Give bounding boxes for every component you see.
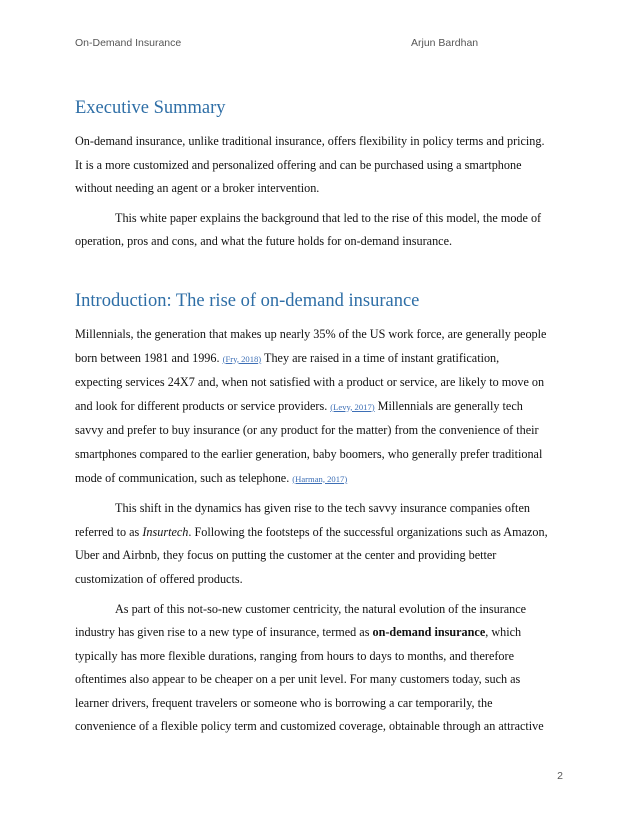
bold-on-demand-insurance: on-demand insurance [372, 625, 486, 640]
text-line: Millennials, the generation that makes up nearly 35% of the US work force, are generally people [75, 326, 547, 341]
text-span: They are raised in a time of instant gratification, [264, 350, 500, 365]
text-line: This shift in the dynamics has given rise to the tech savvy insurance companies often [115, 501, 530, 516]
text-span: mode of communication, such as telephone. [75, 470, 290, 485]
text-span: and look for different products or service providers. [75, 398, 328, 413]
text-line: convenience of a flexible policy term and customized coverage, obtainable through an attractive [75, 719, 544, 734]
citation-link-fry-2018[interactable]: (Fry, 2018) [222, 353, 262, 364]
text-line: oftentimes also appear to be cheaper on a per unit level. For many customers today, such as [75, 672, 521, 687]
page-content [75, 96, 565, 739]
introduction-paragraph-1 [75, 323, 565, 491]
text-line: expecting services 24X7 and, when not satisfied with a product or service, are likely to move on [75, 375, 545, 390]
text-span: , which [485, 625, 522, 640]
text-line: operation, pros and cons, and what the future holds for on-demand insurance. [75, 234, 453, 249]
text-line: without needing an agent or a broker intervention. [75, 181, 320, 196]
text-line [75, 467, 565, 492]
text-span: born between 1981 and 1996. [75, 350, 220, 365]
text-line [75, 521, 565, 545]
introduction-heading: Introduction: The rise of on-demand insurance [75, 290, 420, 311]
text-line: customization of offered products. [75, 571, 243, 586]
text-line: It is a more customized and personalized offering and can be purchased using a smartphone [75, 157, 522, 172]
emphasis-insurtech: Insurtech [142, 524, 189, 539]
text-line [75, 395, 565, 420]
citation-link-levy-2017[interactable]: (Levy, 2017) [330, 401, 375, 412]
text-line [75, 347, 565, 372]
citation-link-harman-2017[interactable]: (Harman, 2017) [292, 473, 348, 484]
text-line: On-demand insurance, unlike traditional insurance, offers flexibility in policy terms and pricing. [75, 134, 545, 148]
text-span: industry has given rise to a new type of insurance, termed as [75, 625, 370, 640]
text-span: referred to as [75, 524, 140, 539]
text-line: This white paper explains the background that led to the rise of this model, the mode of [115, 210, 542, 225]
text-span: . Following the footsteps of the successful organizations such as Amazon, [188, 524, 548, 539]
executive-summary-paragraph-2 [75, 207, 565, 254]
header-author: Arjun Bardhan [411, 37, 479, 49]
text-line [75, 621, 565, 645]
text-line: savvy and prefer to buy insurance (or any product for the matter) from the convenience of their [75, 423, 539, 438]
text-line: typically has more flexible durations, ranging from hours to days to months, and therefore [75, 648, 514, 663]
text-span: Millennials are generally tech [377, 398, 523, 413]
text-line: learner drivers, frequent travelers or someone who is borrowing a car temporarily, the [75, 695, 493, 710]
text-line: smartphones compared to the earlier generation, baby boomers, who generally prefer traditional [75, 446, 543, 461]
text-line: As part of this not-so-new customer centricity, the natural evolution of the insurance [115, 601, 527, 616]
page-number: 2 [557, 770, 563, 782]
executive-summary-paragraph-1 [75, 130, 565, 201]
text-line: Uber and Airbnb, they focus on putting the customer at the center and providing better [75, 548, 497, 563]
introduction-paragraph-2 [75, 497, 565, 591]
introduction-paragraph-3 [75, 598, 565, 740]
executive-summary-heading: Executive Summary [75, 98, 226, 118]
header-title: On-Demand Insurance [75, 37, 182, 49]
